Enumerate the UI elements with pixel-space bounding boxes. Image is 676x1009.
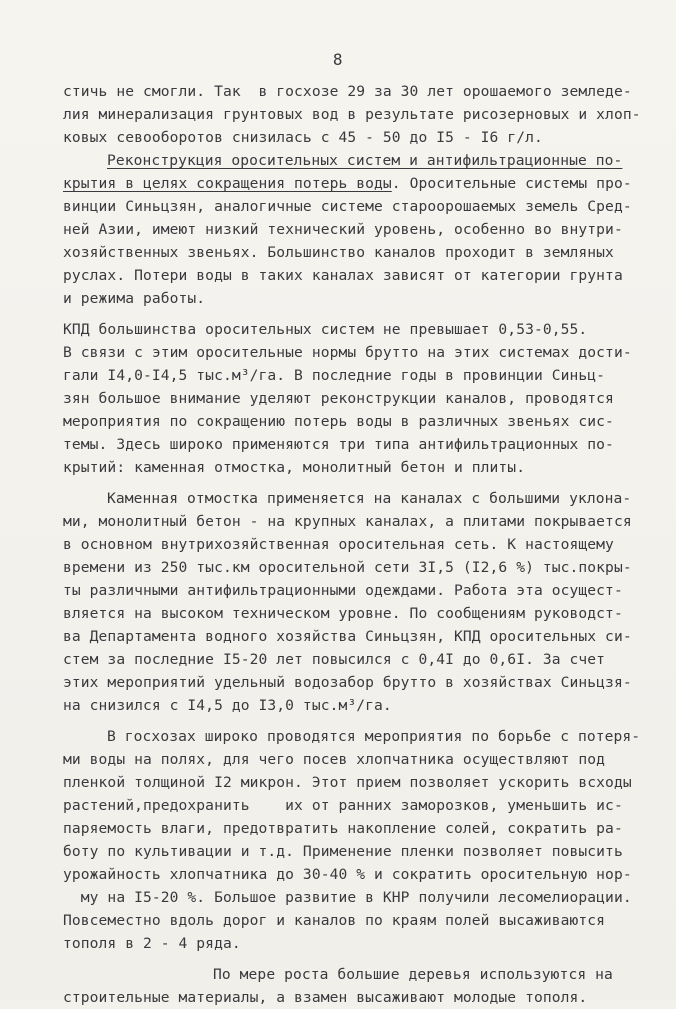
text-line: хозяйственных звеньях. Большинство каналов проходит в земляных: [63, 244, 614, 261]
text-line: винции Синьцзян, аналогичные системе староорошаемых земель Сред-: [63, 198, 632, 215]
text-span: . Оросительные системы про-: [391, 175, 632, 192]
paragraph-start: По мере роста большие деревья используются на: [213, 966, 613, 983]
text-line: лия минерализация грунтовых вод в результате рисозерновых и хлоп-: [63, 106, 641, 123]
text-line: вляется на высоком техническом уровне. По сообщениям руководст-: [63, 605, 623, 622]
text-line: урожайность хлопчатника до 30-40 % и сократить оросительную нор-: [63, 866, 632, 883]
paragraph-start: Каменная отмостка применяется на каналах с большими уклона-: [107, 490, 632, 507]
text-line: и режима работы.: [63, 290, 206, 307]
text-line: боту по культивации и т.д. Применение пленки позволяет повысить: [63, 843, 623, 860]
text-line: паряемость влаги, предотвратить накопление солей, сократить ра-: [63, 820, 623, 837]
text-line: му на I5-20 %. Большое развитие в КНР получили лесомелиорации.: [63, 889, 632, 906]
text-line: стем за последние I5-20 лет повысился с 0,4I до 0,6I. За счет: [63, 651, 606, 668]
text-line: времени из 250 тыс.км оросительной сети 3I,5 (I2,6 %) тыс.покры-: [63, 559, 632, 576]
section-heading: Реконструкция оросительных систем и антифильтрационные по-: [107, 152, 623, 169]
text-line: растений,предохранить их от ранних заморозков, уменьшить ис-: [63, 797, 623, 814]
page-number: 8: [332, 50, 344, 69]
text-line: ва Департамента водного хозяйства Синьцзян, КПД оросительных си-: [63, 628, 632, 645]
text-line: на снизился с I4,5 до I3,0 тыс.м³/га.: [63, 697, 392, 714]
text-line: ней Азии, имеют низкий технический уровень, особенно во внутри-: [63, 221, 623, 238]
text-line: темы. Здесь широко применяются три типа антифильтрационных по-: [63, 436, 614, 453]
text-line: в основном внутрихозяйственная оросительная сеть. К настоящему: [63, 536, 614, 553]
text-line: ты различными антифильтрационными одеждами. Работа эта осущест-: [63, 582, 623, 599]
text-line: ми воды на полях, для чего посев хлопчатника осуществляют под: [63, 751, 606, 768]
text-line: ковых севооборотов снизилась с 45 - 50 до I5 - I6 г/л.: [63, 129, 543, 146]
text-line: ми, монолитный бетон - на крупных каналах, а плитами покрывается: [63, 513, 632, 530]
section-heading-continued: крытия в целях сокращения потерь воды: [63, 175, 392, 192]
text-line: крытий: каменная отмостка, монолитный бетон и плиты.: [63, 459, 526, 476]
text-line: стичь не смогли. Так в госхозе 29 за 30 лет орошаемого земледе-: [63, 83, 632, 100]
text-line: руслах. Потери воды в таких каналах зависят от категории грунта: [63, 267, 623, 284]
text-line: зян большое внимание уделяют реконструкции каналов, проводятся: [63, 390, 614, 407]
text-line: [63, 172, 643, 195]
text-line: Повсеместно вдоль дорог и каналов по краям полей высаживаются: [63, 912, 606, 929]
text-line: этих мероприятий удельный водозабор брутто в хозяйствах Синьцзя-: [63, 674, 632, 691]
paragraph-start: В госхозах широко проводятся мероприятия по борьбе с потеря-: [107, 728, 641, 745]
text-line: пленкой толщиной I2 микрон. Этот прием позволяет ускорить всходы: [63, 774, 632, 791]
body-text: [63, 80, 643, 1009]
text-line: В связи с этим оросительные нормы брутто на этих системах дости-: [63, 344, 632, 361]
text-line: мероприятия по сокращению потерь воды в различных звеньях сис-: [63, 413, 614, 430]
text-line: гали I4,0-I4,5 тыс.м³/га. В последние годы в провинции Синьц-: [63, 367, 606, 384]
section-heading-line: [63, 149, 643, 172]
paragraph-start: КПД большинства оросительных систем не превышает 0,53-0,55.: [63, 321, 588, 338]
text-line: тополя в 2 - 4 ряда.: [63, 935, 241, 952]
text-line: строительные материалы, а взамен высаживают молодые тополя.: [63, 989, 588, 1006]
